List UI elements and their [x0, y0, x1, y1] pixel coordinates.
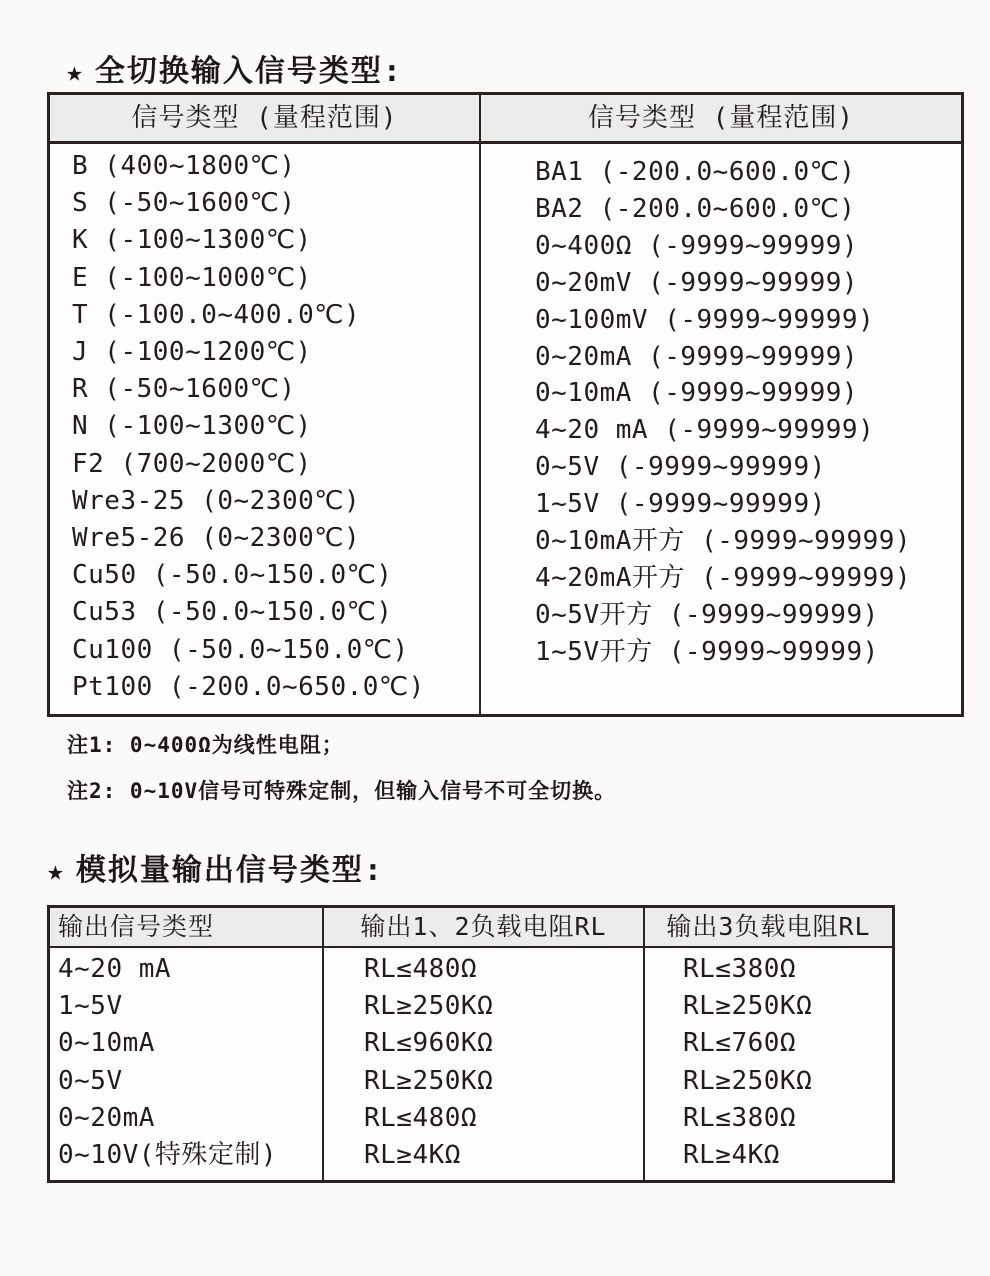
output-table-rl12-column: [324, 948, 645, 1180]
table-row: 4~20 mA (-9999~99999): [535, 415, 875, 446]
table-cell: 1~5V: [58, 991, 123, 1022]
table-row: Cu53 (-50.0~150.0℃): [72, 597, 393, 628]
note-2: 注2: 0~10V信号可特殊定制，但输入信号不可全切换。: [67, 779, 617, 803]
input-table-header-right: 信号类型 (量程范围): [588, 103, 854, 133]
table-row: 0~20mA (-9999~99999): [535, 341, 859, 372]
table-row: N (-100~1300℃): [72, 411, 312, 442]
table-cell: RL≥4KΩ: [364, 1140, 461, 1171]
table-row: Wre3-25 (0~2300℃): [72, 485, 361, 516]
table-row: Pt100 (-200.0~650.0℃): [72, 671, 425, 702]
table-cell: 0~20mA: [58, 1102, 155, 1133]
table-cell: RL≥250KΩ: [364, 991, 494, 1022]
output-table-header-rl12: 输出1、2负载电阻RL: [324, 908, 645, 946]
table-cell: RL≤380Ω: [683, 1102, 797, 1133]
table-row: E (-100~1000℃): [72, 262, 312, 293]
table-row: F2 (700~2000℃): [72, 448, 312, 479]
output-table-header-row: [50, 908, 892, 948]
table-row: 4~20mA开方 (-9999~99999): [535, 562, 912, 593]
table-row: 0~100mV (-9999~99999): [535, 304, 875, 335]
star-icon: ★: [66, 55, 85, 88]
table-row: 0~400Ω (-9999~99999): [535, 230, 859, 261]
input-table-right-column: [481, 144, 961, 714]
section1-title-text: 全切换输入信号类型:: [94, 54, 403, 89]
section2-title-text: 模拟量输出信号类型:: [75, 853, 384, 888]
output-table-header-signal: 输出信号类型: [50, 908, 324, 946]
table-row: J (-100~1200℃): [72, 337, 312, 368]
table-cell: RL≤480Ω: [364, 954, 478, 984]
table-row: B (400~1800℃): [72, 151, 296, 181]
output-signal-table: [47, 905, 895, 1183]
table-cell: 4~20 mA: [58, 954, 172, 984]
output-table-rl3-column: [645, 948, 892, 1180]
table-row: BA2 (-200.0~600.0℃): [535, 193, 856, 224]
table-cell: 0~10V(特殊定制): [58, 1140, 278, 1171]
table-row: 0~5V开方 (-9999~99999): [535, 599, 879, 630]
input-table-header-row: [50, 95, 961, 144]
section1-title: [66, 46, 403, 90]
table-cell: 0~5V: [58, 1065, 123, 1096]
star-icon: ★: [47, 854, 66, 887]
input-table-body: [50, 144, 961, 714]
input-table-header-left: 信号类型 (量程范围): [50, 95, 481, 141]
table-cell: RL≤380Ω: [683, 954, 797, 984]
table-row: 0~10mA (-9999~99999): [535, 378, 859, 409]
table-cell: RL≤960KΩ: [364, 1028, 494, 1059]
table-cell: 0~10mA: [58, 1028, 155, 1059]
table-row: K (-100~1300℃): [72, 225, 312, 256]
table-cell: RL≥250KΩ: [683, 1065, 813, 1096]
output-table-header-rl3: 输出3负载电阻RL: [666, 912, 871, 941]
table-row: Wre5-26 (0~2300℃): [72, 523, 361, 554]
table-row: 1~5V开方 (-9999~99999): [535, 636, 879, 667]
input-table-left-column: [50, 144, 481, 714]
input-signal-table: [47, 92, 964, 717]
table-row: S (-50~1600℃): [72, 188, 296, 219]
table-cell: RL≥250KΩ: [683, 991, 813, 1022]
table-row: BA1 (-200.0~600.0℃): [535, 157, 856, 187]
table-row: T (-100.0~400.0℃): [72, 299, 361, 330]
table-row: Cu50 (-50.0~150.0℃): [72, 560, 393, 591]
output-table-signal-column: [50, 948, 324, 1180]
note-1: 注1: 0~400Ω为线性电阻；: [67, 733, 344, 757]
table-cell: RL≥250KΩ: [364, 1065, 494, 1096]
section2-title: [47, 845, 384, 889]
table-row: 0~10mA开方 (-9999~99999): [535, 526, 912, 557]
table-cell: RL≤760Ω: [683, 1028, 797, 1059]
table-row: R (-50~1600℃): [72, 374, 296, 405]
output-table-body: [50, 948, 892, 1180]
table-row: 0~20mV (-9999~99999): [535, 267, 859, 298]
table-cell: RL≥4KΩ: [683, 1140, 780, 1171]
table-row: Cu100 (-50.0~150.0℃): [72, 634, 409, 665]
table-row: 1~5V (-9999~99999): [535, 489, 826, 520]
table-cell: RL≤480Ω: [364, 1102, 478, 1133]
table-row: 0~5V (-9999~99999): [535, 452, 826, 483]
